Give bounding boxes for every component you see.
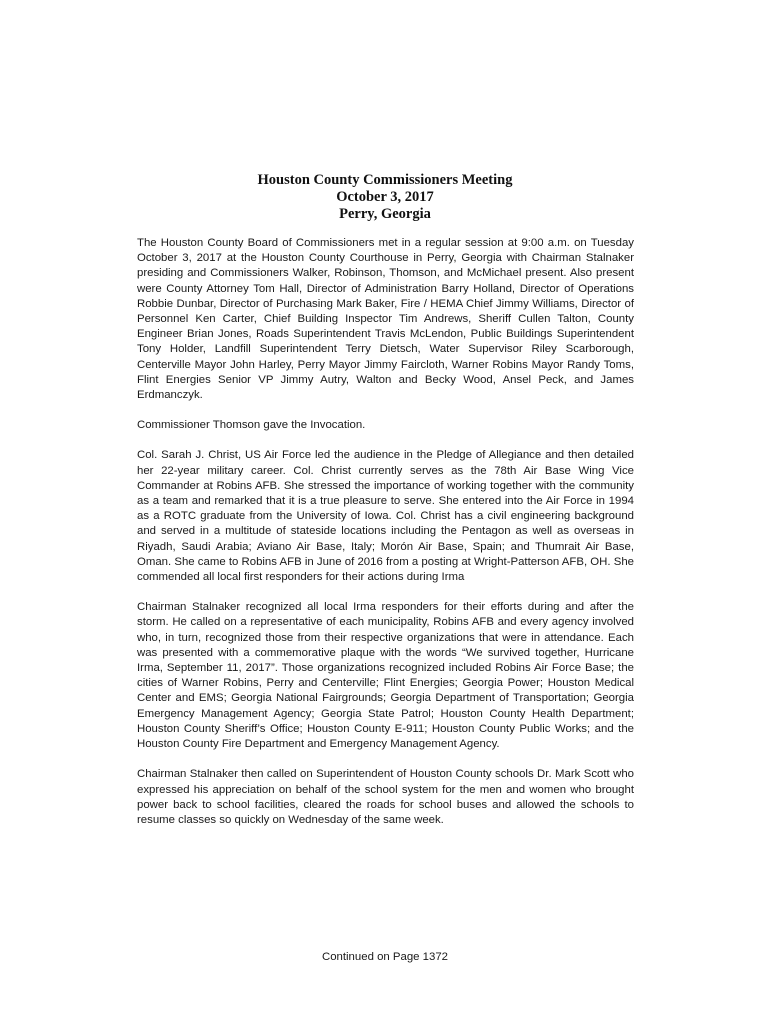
paragraph-attendance: The Houston County Board of Commissioners met in a regular session at 9:00 a.m. on Tuesday October 3, 2017 at the Houston County Courthouse in Perry, Georgia with Chairman Stalnaker presiding and Commissioners Walker, Robinson, Thomson, and McMichael present. Also present were County Attorney Tom Hall, Director of Administration Barry Holland, Director of Operations Robbie Dunbar, Director of Purchasing Mark Baker, Fire / HEMA Chief Jimmy Williams, Director of Personnel Ken Carter, Chief Building Inspector Tim Andrews, Sheriff Cullen Talton, County Engineer Brian Jones, Roads Superintendent Travis McLendon, Public Buildings Superintendent Tony Holder, Landfill Superintendent Terry Dietsch, Water Supervisor Riley Scarborough, Centerville Mayor John Harley, Perry Mayor Jimmy Faircloth, Warner Robins Mayor Randy Toms, Flint Energies Senior VP Jimmy Autry, Walton and Becky Wood, Ansel Peck, and James Erdmanczyk. <box>137 237 634 402</box>
minutes-body <box>137 236 634 843</box>
meeting-title: Houston County Commissioners Meeting <box>257 172 513 188</box>
meeting-location: Perry, Georgia <box>339 206 431 222</box>
paragraph-invocation: Commissioner Thomson gave the Invocation. <box>137 419 366 432</box>
continued-note: Continued on Page 1372 <box>321 951 449 963</box>
paragraph-irma-responders: Chairman Stalnaker recognized all local Irma responders for their efforts during and after the storm. He called on a representative of each municipality, Robins AFB and every agency involved who, in turn, recognized those from their respective organizations that were in attendance. Each was presented with a commemorative plaque with the words “We survived together, Hurricane Irma, September 11, 2017”. Those organizations recognized included Robins Air Force Base; the cities of Warner Robins, Perry and Centerville; Flint Energies; Georgia Power; Houston Medical Center and EMS; Georgia National Fairgrounds; Georgia Department of Transportation; Georgia Emergency Management Agency; Georgia State Patrol; Houston County Health Department; Houston County Sheriff’s Office; Houston County E-911; Houston County Public Works; and the Houston County Fire Department and Emergency Management Agency. <box>137 601 634 751</box>
paragraph-schools: Chairman Stalnaker then called on Superintendent of Houston County schools Dr. Mark Scott who expressed his appreciation on behalf of the school system for the men and women who brought power back to school facilities, cleared the roads for school buses and allowed the schools to resume classes so quickly on Wednesday of the same week. <box>137 768 634 826</box>
paragraph-pledge: Col. Sarah J. Christ, US Air Force led the audience in the Pledge of Allegiance and then detailed her 22-year military career. Col. Christ currently serves as the 78th Air Base Wing Vice Commander at Robins AFB. She stressed the importance of working together with the community as a team and remarked that it is a true pleasure to serve. She entered into the Air Force in 1994 as a ROTC graduate from the University of Iowa. Col. Christ has a civil engineering background and served in a multitude of stateside locations including the Pentagon as well as overseas in Riyadh, Saudi Arabia; Aviano Air Base, Italy; Morón Air Base, Spain; and Thumrait Air Base, Oman. She came to Robins AFB in June of 2016 from a posting at Wright-Patterson AFB, OH. She commended all local first responders for their actions during Irma <box>137 449 634 584</box>
meeting-title-block <box>136 172 634 223</box>
meeting-date: October 3, 2017 <box>336 189 434 205</box>
